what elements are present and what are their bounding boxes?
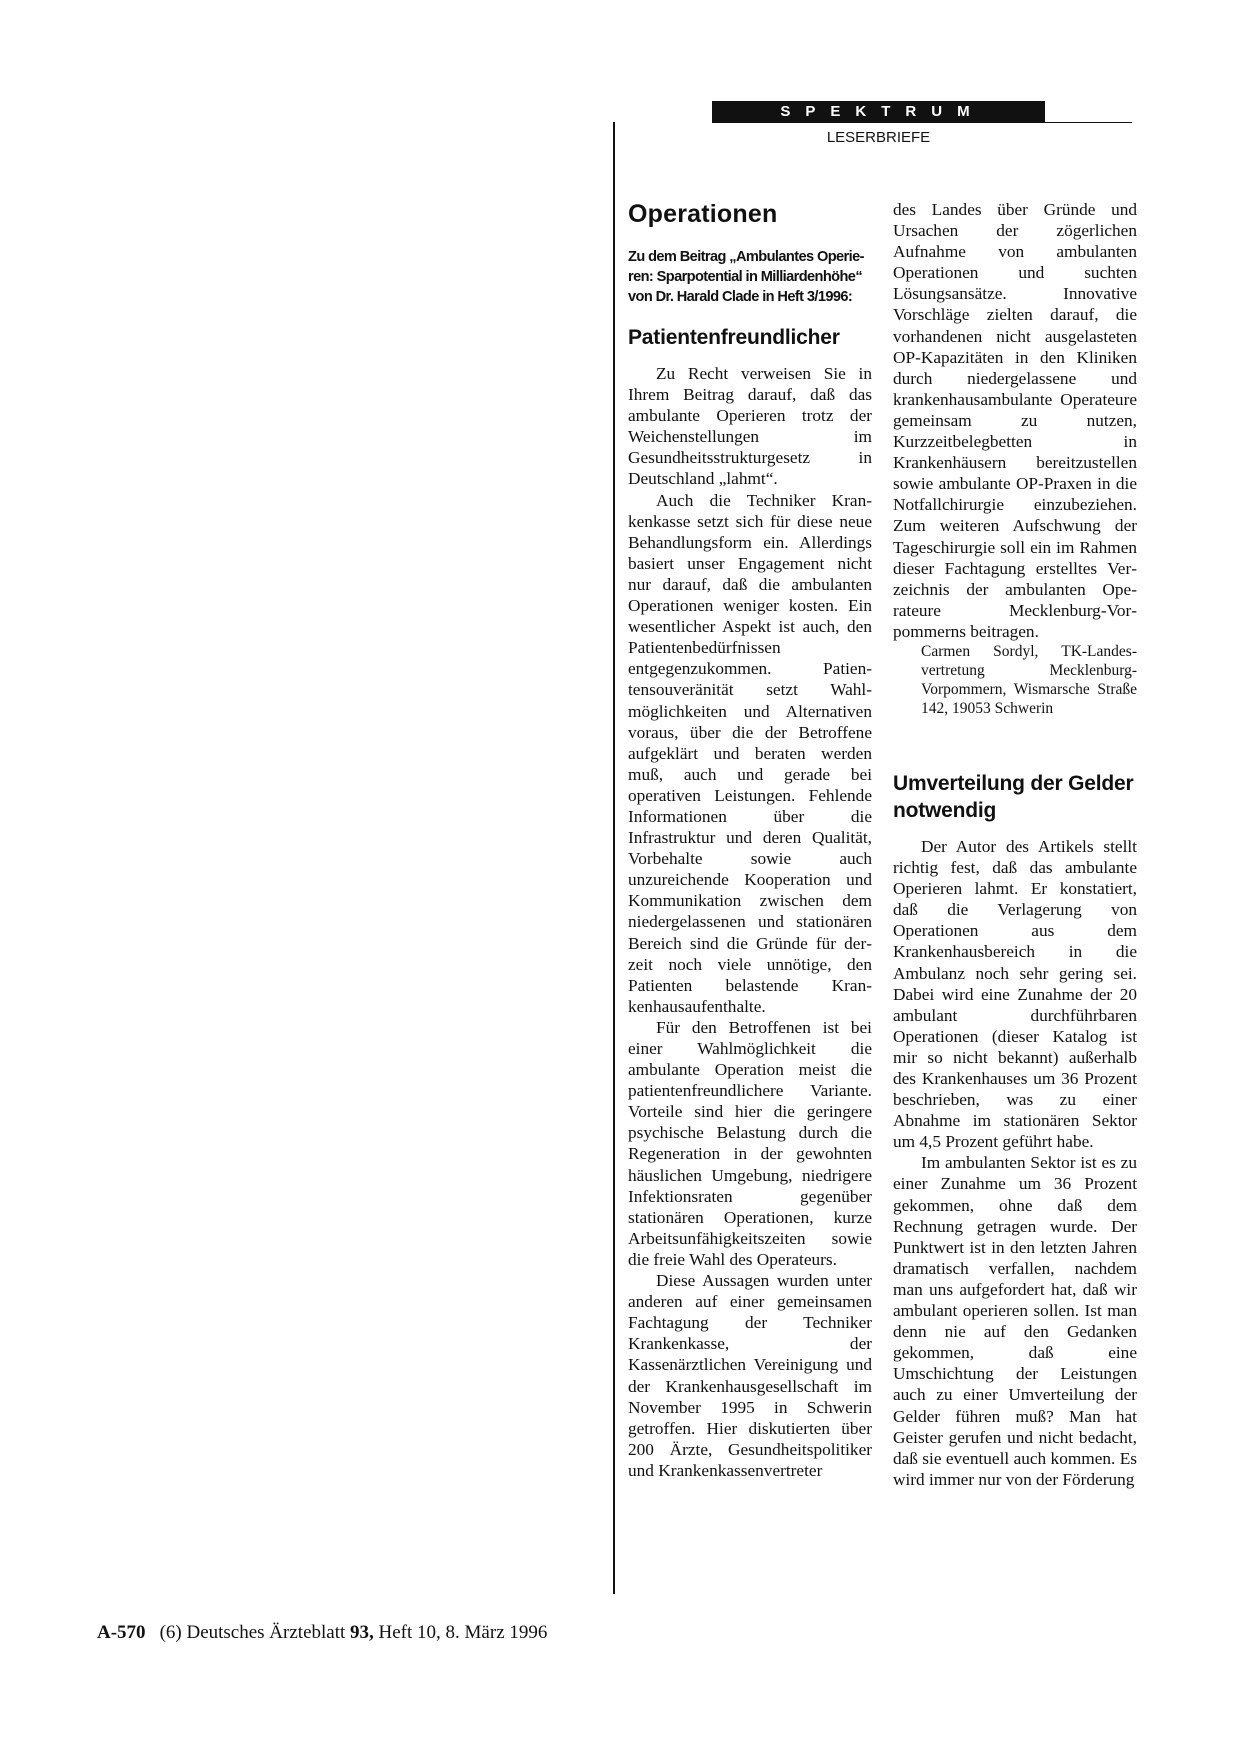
letter1-paragraph-continuation: des Landes über Gründe und Ursachen der zögerlichen Aufnahme von ambulanten Operationen und suchten Lösungsansätze. Innovative Vorschläge zielten darauf, die vorhandenen nicht ausgelasteten OP-Kapazitäten in den Kliniken durch niedergelassene und krankenhausambulante Operateure gemeinsam zu nutzen, Kurzzeitbelegbetten in Krankenhäusern bereitzustellen sowie ambulante OP-Praxen in die Notfallchirurgie einzubeziehen. Zum weiteren Aufschwung der Tageschirurgie soll ein im Rahmen dieser Fachtagung erstelltes Verzeichnis der ambulanten Operateure Mecklenburg-Vorpommerns beitragen. bbox=[893, 200, 1137, 641]
section-header-spektrum: SPEKTRUM bbox=[712, 101, 1045, 123]
letter1-paragraph: Zu Recht verweisen Sie in Ihrem Beitrag darauf, daß das ambulante Operieren trotz der Weichenstellungen im Gesundheitsstrukturgesetz in Deutschland „lahmt“. bbox=[628, 364, 872, 489]
letter2-paragraph: Im ambulanten Sektor ist es zu einer Zunahme um 36 Prozent gekommen, ohne daß dem Rechnung getragen wurde. Der Punktwert ist in den letzten Jahren dramatisch verfallen, nachdem man uns aufgefordert hat, daß wir ambulant operieren sollen. Ist man denn nie auf den Gedanken gekommen, daß eine Umschichtung der Leistungen auch zu einer Umverteilung der Gelder führen muß? Man hat Geister gerufen und nicht bedacht, daß sie eventuell auch kommen. Es wird immer nur von der Förderung bbox=[893, 1153, 1137, 1489]
letter1-paragraph: Auch die Techniker Krankenkasse setzt sich für diese neue Behandlungsform ein. Allerdings basiert unser Engagement nicht nur darauf, daß die ambulanten Operationen weniger kosten. Ein wesentlicher Aspekt ist auch, den Patientenbedürfnissen entgegenzukommen. Patientensouveränität setzt Wahlmöglichkeiten und Alternativen voraus, über die der Betroffene aufgeklärt und beraten werden muß, auch und gerade bei operativen Leistungen. Fehlende Informationen über die Infrastruktur und deren Qualität, Vorbehalte sowie auch unzureichende Kooperation und Kommunikation zwischen dem niedergelassenen und stationären Bereich sind die Gründe für derzeit noch viele unnötige, den Patienten belastende Krankenhausaufenthalte. bbox=[628, 490, 872, 1016]
page-footer bbox=[97, 1622, 547, 1644]
article-title: Operationen bbox=[628, 200, 778, 228]
letter1-paragraph: Für den Betroffenen ist bei einer Wahlmöglichkeit die ambulante Operation meist die patientenfreundlichere Variante. Vorteile sind hier die geringere psychische Belastung durch die Regeneration in der gewohnten häuslichen Umgebung, niedrigere Infektionsraten gegenüber stationären Operationen, kurze Arbeitsunfähigkeitszeiten sowie die freie Wahl des Operateurs. bbox=[628, 1017, 872, 1269]
letter1-title: Patientenfreundlicher bbox=[628, 326, 840, 349]
column-left bbox=[628, 199, 872, 1481]
column-right bbox=[893, 199, 1137, 1490]
page-number: A-570 bbox=[97, 1622, 146, 1643]
footer-volume: 93, bbox=[350, 1622, 374, 1643]
letter1-paragraph-continued: Diese Aussagen wurden unter anderen auf einer gemeinsamen Fachtagung der Techniker Krankenkasse, der Kassenärztlichen Vereinigung und der Krankenhausgesellschaft im November 1995 in Schwerin getroffen. Hier diskutierten über 200 Ärzte, Gesundheitspolitiker und Krankenkassenvertreter bbox=[628, 1271, 872, 1480]
footer-citation-post: Heft 10, 8. März 1996 bbox=[373, 1622, 548, 1643]
letter2-title: Umverteilung der Gelder notwendig bbox=[893, 771, 1134, 822]
header-rule bbox=[712, 122, 1132, 123]
letter1-signature: Carmen Sordyl, TK-Landesvertretung Mecklenburg-Vorpommern, Wismarsche Straße 142, 19053 Schwerin bbox=[921, 642, 1137, 717]
section-label-leserbriefe: LESERBRIEFE bbox=[826, 129, 931, 146]
column-divider bbox=[613, 122, 615, 1594]
article-intro: Zu dem Beitrag „Ambulantes Operieren: Sparpotential in Milliardenhöhe“ von Dr. Harald Clade in Heft 3/1996: bbox=[628, 249, 865, 305]
footer-citation-pre: (6) Deutsches Ärzteblatt bbox=[159, 1622, 351, 1643]
letter2-paragraph: Der Autor des Artikels stellt richtig fest, daß das ambulante Operieren lahmt. Er konstatiert, daß die Verlagerung von Operationen aus dem Krankenhausbereich in die Ambulanz noch sehr gering sei. Dabei wird eine Zunahme der 20 ambulant durchführbaren Operationen (dieser Katalog ist mir so nicht bekannt) außerhalb des Krankenhauses um 36 Prozent beschrieben, was zu einer Abnahme im stationären Sektor um 4,5 Prozent geführt habe. bbox=[893, 836, 1137, 1152]
